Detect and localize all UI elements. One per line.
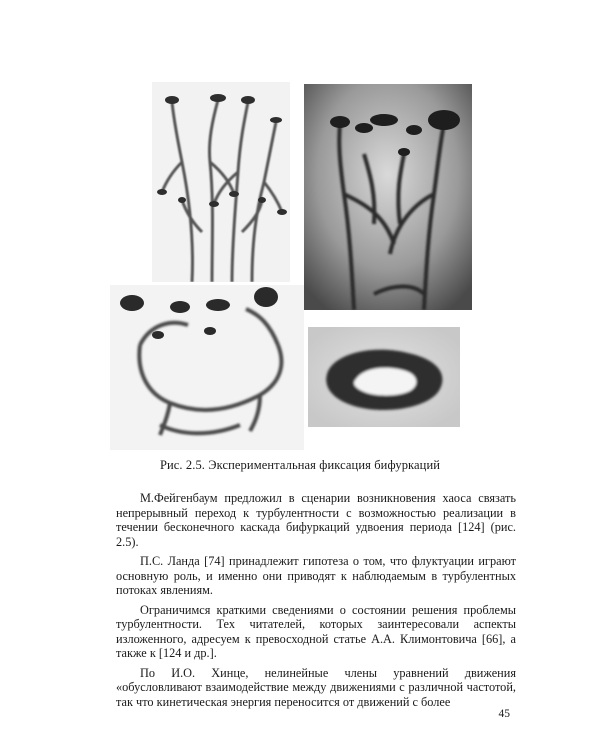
body-text [116,491,516,714]
page-number: 45 [498,708,510,720]
paragraph: По И.О. Хинце, нелинейные члены уравнений движения «обусловливают взаимодействие между движениями с различной частотой, так что кинетическая энергия переносится от движений с более [116,665,516,709]
paragraph: П.С. Ланда [74] принадлежит гипотеза о том, что флуктуации играют основную роль, и именно они приводят к наблюдаемым в турбулентных потоках явлениям. [116,554,516,597]
photo-top-left [152,82,290,282]
photo-top-right [304,84,472,310]
photo-bottom-right [308,327,460,427]
paragraph: М.Фейгенбаум предложил в сценарии возникновения хаоса связать непрерывный переход к турбулентности с возможностью реализации в течении бесконечного каскада бифуркаций удвоения периода [124] (рис. 2.5). [116,491,516,549]
paragraph: Ограничимся краткими сведениями о состоянии решения проблемы турбулентности. Тех читателей, которых заинтересовали аспекты изложенного, адресуем к превосходной статье А.А. Климонтовича [66], а также к [124 и др.]. [116,602,516,660]
figure-caption: Рис. 2.5. Экспериментальная фиксация бифуркаций [159,458,441,472]
photo-bottom-left [110,285,304,450]
